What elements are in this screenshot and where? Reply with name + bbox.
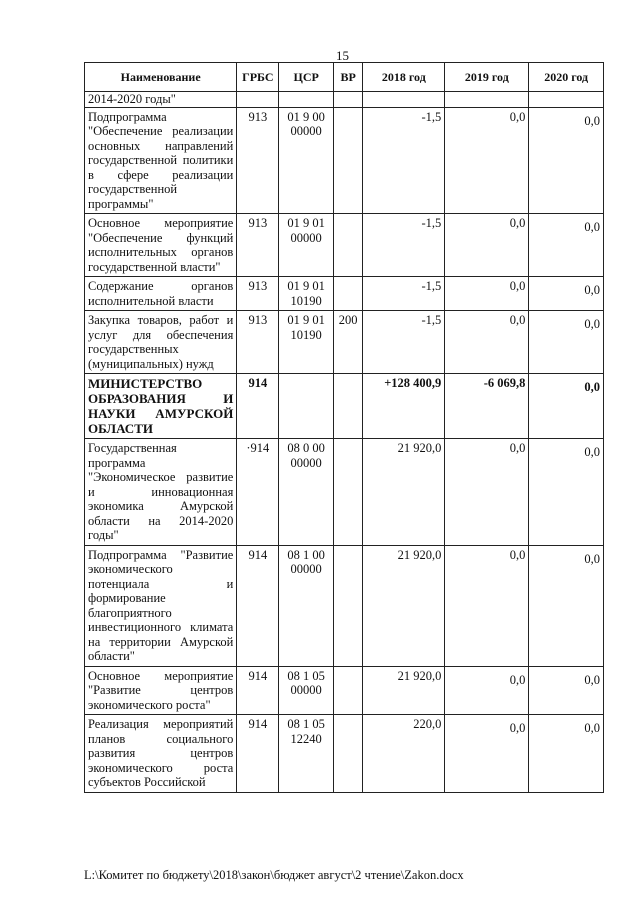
row-2018: -1,5 <box>363 311 445 374</box>
row-2018: 21 920,0 <box>363 666 445 715</box>
row-grbs: 913 <box>237 311 279 374</box>
row-2020: 0,0 <box>529 214 604 277</box>
footer-file-path: L:\Комитет по бюджету\2018\закон\бюджет август\2 чтение\Zakon.docx <box>84 868 464 882</box>
header-csr: ЦСР <box>279 63 334 92</box>
table-row-ministry <box>85 374 604 439</box>
empty-cell <box>237 92 279 108</box>
table-row <box>85 311 604 374</box>
row-2019: 0,0 <box>445 214 529 277</box>
row-name: Закупка товаров, работ и услуг для обеспечения государственных (муниципальных) нужд <box>85 311 237 374</box>
row-vr <box>333 666 362 715</box>
table-row <box>85 107 604 214</box>
row-name: Основное мероприятие "Обеспечение функций исполнительных органов государственной власти" <box>85 214 237 277</box>
row-vr <box>333 214 362 277</box>
row-grbs: 914 <box>237 374 279 439</box>
row-csr: 08 1 05 12240 <box>279 715 334 793</box>
table-row <box>85 666 604 715</box>
row-vr <box>333 374 362 439</box>
row-2019: -6 069,8 <box>445 374 529 439</box>
header-vr: ВР <box>333 63 362 92</box>
table-row <box>85 214 604 277</box>
row-2020: 0,0 <box>529 715 604 793</box>
row-grbs: 914 <box>237 545 279 666</box>
row-name: Подпрограмма "Обеспечение реализации основных направлений государственной политики в сфере реализации государственной программы" <box>85 107 237 214</box>
row-2019: 0,0 <box>445 715 529 793</box>
row-2019: 0,0 <box>445 107 529 214</box>
table-row-continuation <box>85 92 604 108</box>
row-2019: 0,0 <box>445 277 529 311</box>
row-grbs: 913 <box>237 214 279 277</box>
row-vr: 200 <box>333 311 362 374</box>
table-row <box>85 545 604 666</box>
empty-cell <box>445 92 529 108</box>
row-2019: 0,0 <box>445 545 529 666</box>
continuation-text: 2014-2020 годы" <box>85 92 237 108</box>
row-name: Государственная программа "Экономическое развитие и инновационная экономика Амурской области на 2014-2020 годы" <box>85 439 237 546</box>
row-csr: 01 9 01 10190 <box>279 277 334 311</box>
row-name: Реализация мероприятий планов социального развития центров экономического роста субъектов Российской <box>85 715 237 793</box>
row-2018: 21 920,0 <box>363 545 445 666</box>
header-name: Наименование <box>85 63 237 92</box>
row-2020: 0,0 <box>529 311 604 374</box>
row-name: Содержание органов исполнительной власти <box>85 277 237 311</box>
row-grbs: ·914 <box>237 439 279 546</box>
row-2018: 220,0 <box>363 715 445 793</box>
row-2020: 0,0 <box>529 107 604 214</box>
row-grbs: 914 <box>237 715 279 793</box>
row-name: МИНИСТЕРСТВО ОБРАЗОВАНИЯ И НАУКИ АМУРСКОЙ ОБЛАСТИ <box>85 374 237 439</box>
row-name: Основное мероприятие "Развитие центров экономического роста" <box>85 666 237 715</box>
row-2019: 0,0 <box>445 311 529 374</box>
row-csr <box>279 374 334 439</box>
row-grbs: 914 <box>237 666 279 715</box>
row-2020: 0,0 <box>529 545 604 666</box>
empty-cell <box>279 92 334 108</box>
row-2020: 0,0 <box>529 277 604 311</box>
table-row <box>85 277 604 311</box>
row-2018: +128 400,9 <box>363 374 445 439</box>
row-name: Подпрограмма "Развитие экономического потенциала и формирование благоприятного инвестиционного климата на территории Амурской области" <box>85 545 237 666</box>
row-csr: 01 9 01 10190 <box>279 311 334 374</box>
row-vr <box>333 545 362 666</box>
row-vr <box>333 715 362 793</box>
row-2020: 0,0 <box>529 374 604 439</box>
row-vr <box>333 439 362 546</box>
row-csr: 08 1 00 00000 <box>279 545 334 666</box>
row-2018: -1,5 <box>363 107 445 214</box>
header-2020: 2020 год <box>529 63 604 92</box>
row-csr: 01 9 00 00000 <box>279 107 334 214</box>
budget-table <box>84 62 604 793</box>
row-vr <box>333 107 362 214</box>
empty-cell <box>333 92 362 108</box>
table-header-row <box>85 63 604 92</box>
page-number: 15 <box>336 48 349 63</box>
table-row <box>85 715 604 793</box>
table-row <box>85 439 604 546</box>
empty-cell <box>363 92 445 108</box>
row-2019: 0,0 <box>445 666 529 715</box>
row-2019: 0,0 <box>445 439 529 546</box>
row-grbs: 913 <box>237 277 279 311</box>
row-2018: -1,5 <box>363 214 445 277</box>
row-csr: 08 0 00 00000 <box>279 439 334 546</box>
row-2020: 0,0 <box>529 439 604 546</box>
row-2020: 0,0 <box>529 666 604 715</box>
empty-cell <box>529 92 604 108</box>
row-csr: 08 1 05 00000 <box>279 666 334 715</box>
row-2018: 21 920,0 <box>363 439 445 546</box>
header-2019: 2019 год <box>445 63 529 92</box>
header-2018: 2018 год <box>363 63 445 92</box>
row-2018: -1,5 <box>363 277 445 311</box>
row-grbs: 913 <box>237 107 279 214</box>
row-csr: 01 9 01 00000 <box>279 214 334 277</box>
row-vr <box>333 277 362 311</box>
header-grbs: ГРБС <box>237 63 279 92</box>
